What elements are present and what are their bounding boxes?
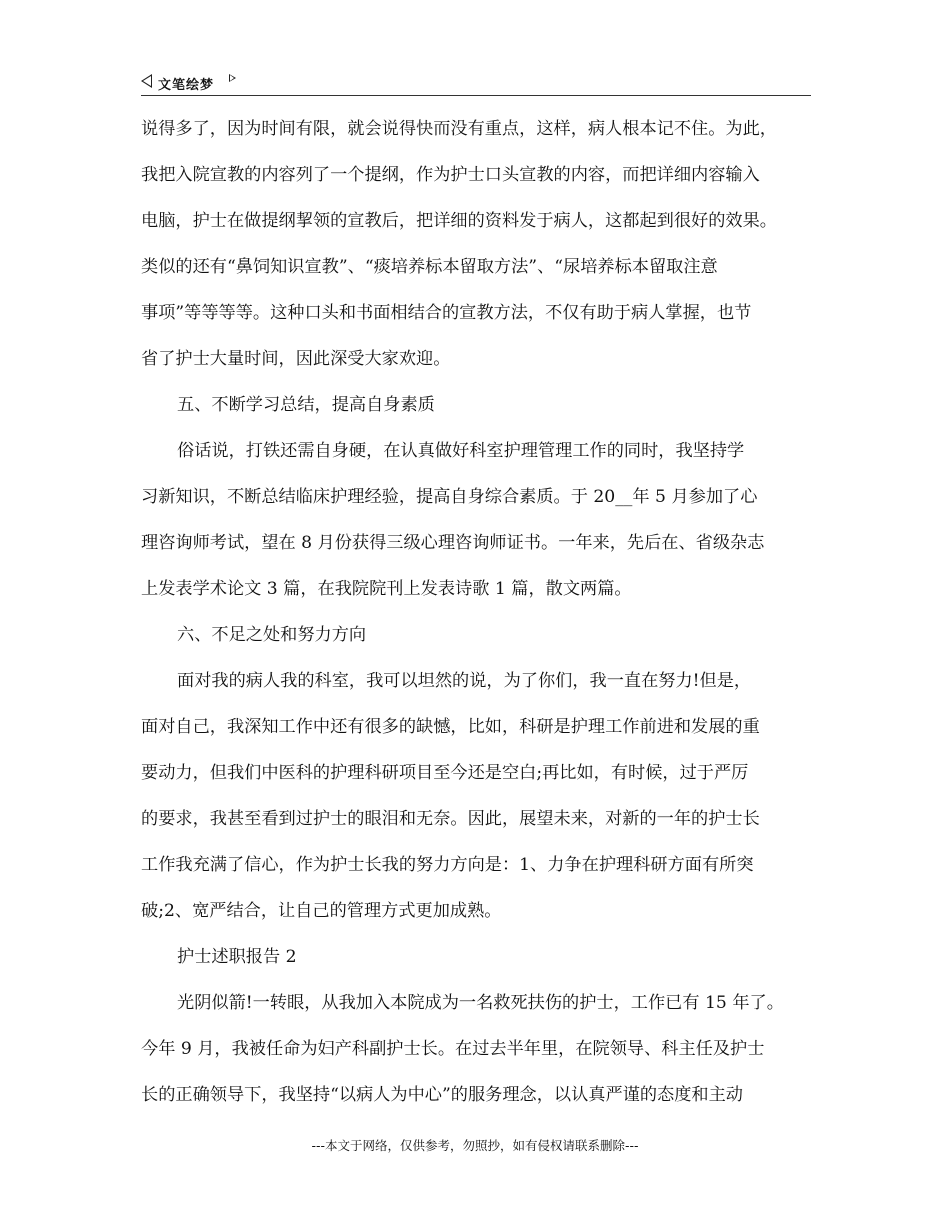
text-line: 护士述职报告 2	[177, 947, 297, 967]
text-line: 类似的还有“鼻饲知识宣教”、“痰培养标本留取方法”、“尿培养标本留取注意	[141, 257, 718, 277]
text-line: 事项”等等等等。这种口头和书面相结合的宣教方法，不仅有助于病人掌握，也节	[141, 303, 752, 323]
text-line: 面对我的病人我的科室，我可以坦然的说，为了你们，我一直在努力!但是，	[177, 671, 752, 691]
text-line: 上发表学术论文 3 篇，在我院院刊上发表诗歌 1 篇，散文两篇。	[141, 579, 632, 599]
text-line: 省了护士大量时间，因此深受大家欢迎。	[141, 349, 451, 369]
text-line: 俗话说，打铁还需自身硬，在认真做好科室护理管理工作的同时，我坚持学	[177, 441, 745, 461]
text-line: 今年 9 月，我被任命为妇产科副护士长。在过去半年里，在院领导、科主任及护士	[141, 1039, 765, 1059]
text-line: 电脑，护士在做提纲挈领的宣教后，把详细的资料发于病人，这都起到很好的效果。	[141, 211, 777, 231]
text-line: 说得多了，因为时间有限，就会说得快而没有重点，这样，病人根本记不住。为此，	[141, 119, 777, 139]
header-rule	[141, 95, 811, 96]
text-line: 我把入院宣教的内容列了一个提纲，作为护士口头宣教的内容，而把详细内容输入	[141, 165, 760, 185]
document-body	[141, 106, 841, 1118]
triangle-left-icon	[141, 74, 152, 88]
text-line: 六、不足之处和努力方向	[177, 625, 367, 645]
text-line: 习新知识，不断总结临床护理经验，提高自身综合素质。于 20__年 5 月参加了心	[141, 487, 758, 507]
text-line: 长的正确领导下，我坚持“以病人为中心”的服务理念，以认真严谨的态度和主动	[141, 1085, 743, 1105]
text-line: 光阴似箭!一转眼，从我加入本院成为一名救死扶伤的护士，工作已有 15 年了。	[177, 993, 784, 1013]
triangle-right-icon	[229, 74, 236, 82]
text-line: 要动力，但我们中医科的护理科研项目至今还是空白;再比如，有时候，过于严厉	[141, 763, 749, 783]
brand-name: 文笔绘梦	[158, 78, 215, 93]
page-footer: ---本文于网络，仅供参考，勿照抄，如有侵权请联系删除---	[311, 1138, 639, 1153]
text-line: 破;2、宽严结合，让自己的管理方式更加成熟。	[141, 901, 502, 921]
text-line: 理咨询师考试，望在 8 月份获得三级心理咨询师证书。一年来，先后在、省级杂志	[141, 533, 765, 553]
text-line: 五、不断学习总结，提高自身素质	[177, 395, 435, 415]
text-line: 工作我充满了信心，作为护士长我的努力方向是：1、力争在护理科研方面有所突	[141, 855, 754, 875]
text-line: 的要求，我甚至看到过护士的眼泪和无奈。因此，展望未来，对新的一年的护士长	[141, 809, 760, 829]
page-header	[141, 71, 811, 93]
text-line: 面对自己，我深知工作中还有很多的缺憾，比如，科研是护理工作前进和发展的重	[141, 717, 760, 737]
